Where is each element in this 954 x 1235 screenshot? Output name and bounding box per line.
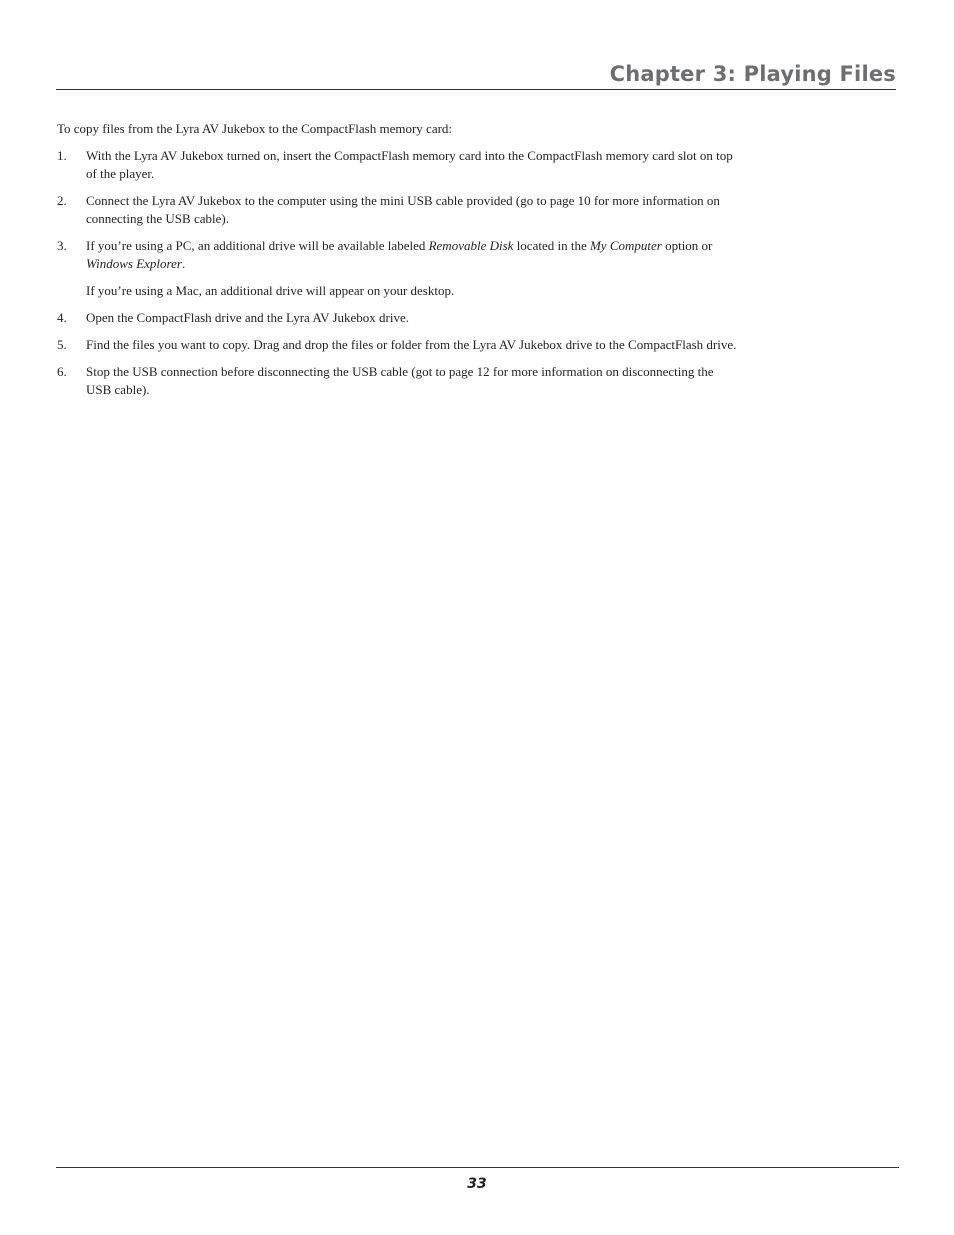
- step-3-mac-note: If you’re using a Mac, an additional drive will appear on your desktop.: [86, 283, 455, 298]
- page-number: 33: [467, 1176, 487, 1192]
- list-item-step-2: [57, 192, 737, 228]
- step-number: 4.: [57, 310, 67, 325]
- removable-disk-term: Removable Disk: [428, 238, 514, 253]
- step-number: 2.: [57, 193, 67, 208]
- intro-paragraph: To copy files from the Lyra AV Jukebox to the CompactFlash memory card:: [57, 121, 453, 136]
- list-item-step-3: [57, 237, 737, 273]
- chapter-title: Chapter 3: Playing Files: [609, 62, 896, 86]
- list-item-step-5: [57, 336, 737, 354]
- page-body: [57, 120, 737, 408]
- step-number: 5.: [57, 337, 67, 352]
- step-text: [86, 238, 712, 271]
- step-text: With the Lyra AV Jukebox turned on, insert the CompactFlash memory card into the CompactFlash memory card slot on top of the player.: [86, 148, 733, 181]
- step-text-part: option or: [661, 238, 713, 253]
- list-item-step-6: [57, 363, 737, 399]
- list-item-step-4: [57, 309, 737, 327]
- step-number: 3.: [57, 238, 67, 253]
- step-text: Find the files you want to copy. Drag and drop the files or folder from the Lyra AV Jukebox drive to the CompactFlash drive.: [86, 337, 737, 352]
- step-number: 1.: [57, 148, 67, 163]
- step-text: Connect the Lyra AV Jukebox to the computer using the mini USB cable provided (go to page 10 for more information on connecting the USB cable).: [86, 193, 720, 226]
- step-text-part: located in the: [513, 238, 590, 253]
- windows-explorer-term: Windows Explorer: [86, 256, 182, 271]
- step-text-part: If you’re using a PC, an additional drive will be available labeled: [86, 238, 429, 253]
- list-item-step-1: [57, 147, 737, 183]
- step-text: Stop the USB connection before disconnecting the USB cable (got to page 12 for more information on disconnecting the USB cable).: [86, 364, 714, 397]
- step-text: Open the CompactFlash drive and the Lyra AV Jukebox drive.: [86, 310, 410, 325]
- step-text-part: .: [181, 256, 186, 271]
- header-rule: [56, 89, 896, 90]
- footer-rule: [56, 1167, 899, 1168]
- my-computer-term: My Computer: [589, 238, 662, 253]
- step-number: 6.: [57, 364, 67, 379]
